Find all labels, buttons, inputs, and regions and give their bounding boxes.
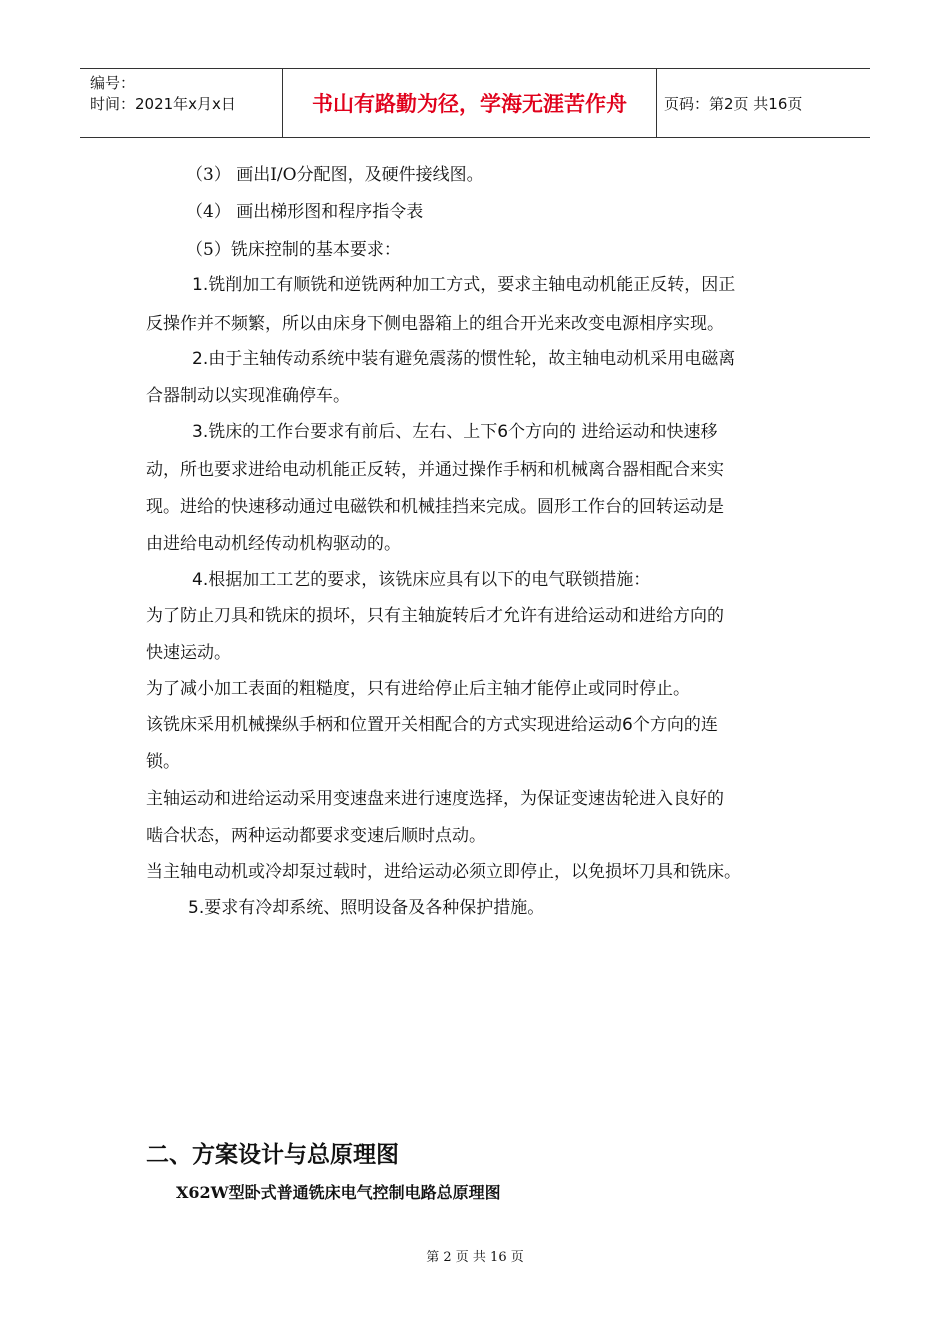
body-line: 4.根据加工工艺的要求，该铣床应具有以下的电气联锁措施： [192,570,651,590]
body-line: 该铣床采用机械操纵手柄和位置开关相配合的方式实现进给运动6个方向的连 [146,715,718,735]
body-line: 当主轴电动机或冷却泵过载时，进给运动必须立即停止，以免损坏刀具和铣床。 [146,862,741,882]
body-line: 合器制动以实现准确停车。 [146,386,350,406]
page-footer: 第 2 页 共 16 页 [426,1250,524,1265]
body-line: 1.铣削加工有顺铣和逆铣两种加工方式，要求主轴电动机能正反转，因正 [192,275,736,295]
page-header [80,68,870,138]
body-line: 锁。 [146,752,180,772]
body-line: （4） 画出梯形图和程序指令表 [186,202,424,222]
body-line: 动，所也要求进给电动机能正反转，并通过操作手柄和机械离合器相配合来实 [146,460,724,480]
header-divider [656,69,657,137]
body-line: 主轴运动和进给运动采用变速盘来进行速度选择，为保证变速齿轮进入良好的 [146,789,724,809]
date-label: 时间：2021年x月x日 [90,95,236,113]
section-heading: 二、方案设计与总原理图 [146,1141,399,1168]
body-line: （3） 画出I/O分配图，及硬件接线图。 [186,165,484,185]
body-line: 啮合状态，两种运动都要求变速后顺时点动。 [146,826,486,846]
header-meta [90,73,236,115]
body-line: 为了减小加工表面的粗糙度，只有进给停止后主轴才能停止或同时停止。 [146,679,690,699]
body-line: 由进给电动机经传动机构驱动的。 [146,534,401,554]
body-line: 反操作并不频繁，所以由床身下侧电器箱上的组合开光来改变电源相序实现。 [146,314,724,334]
body-line: 3.铣床的工作台要求有前后、左右、上下6个方向的 进给运动和快速移 [192,422,718,442]
header-motto: 书山有路勤为径，学海无涯苦作舟 [312,92,627,116]
body-line: 为了防止刀具和铣床的损坏，只有主轴旋转后才允许有进给运动和进给方向的 [146,606,724,626]
figure-caption: X62W型卧式普通铣床电气控制电路总原理图 [176,1183,501,1202]
body-line: 现。进给的快速移动通过电磁铁和机械挂挡来完成。圆形工作台的回转运动是 [146,497,724,517]
body-line: 快速运动。 [146,643,231,663]
header-page-label: 页码：第2页 共16页 [664,94,803,113]
number-label: 编号： [90,74,136,92]
body-line: 5.要求有冷却系统、照明设备及各种保护措施。 [188,898,545,918]
body-line: 2.由于主轴传动系统中装有避免震荡的惯性轮，故主轴电动机采用电磁离 [192,349,736,369]
body-line: （5）铣床控制的基本要求： [186,240,401,260]
